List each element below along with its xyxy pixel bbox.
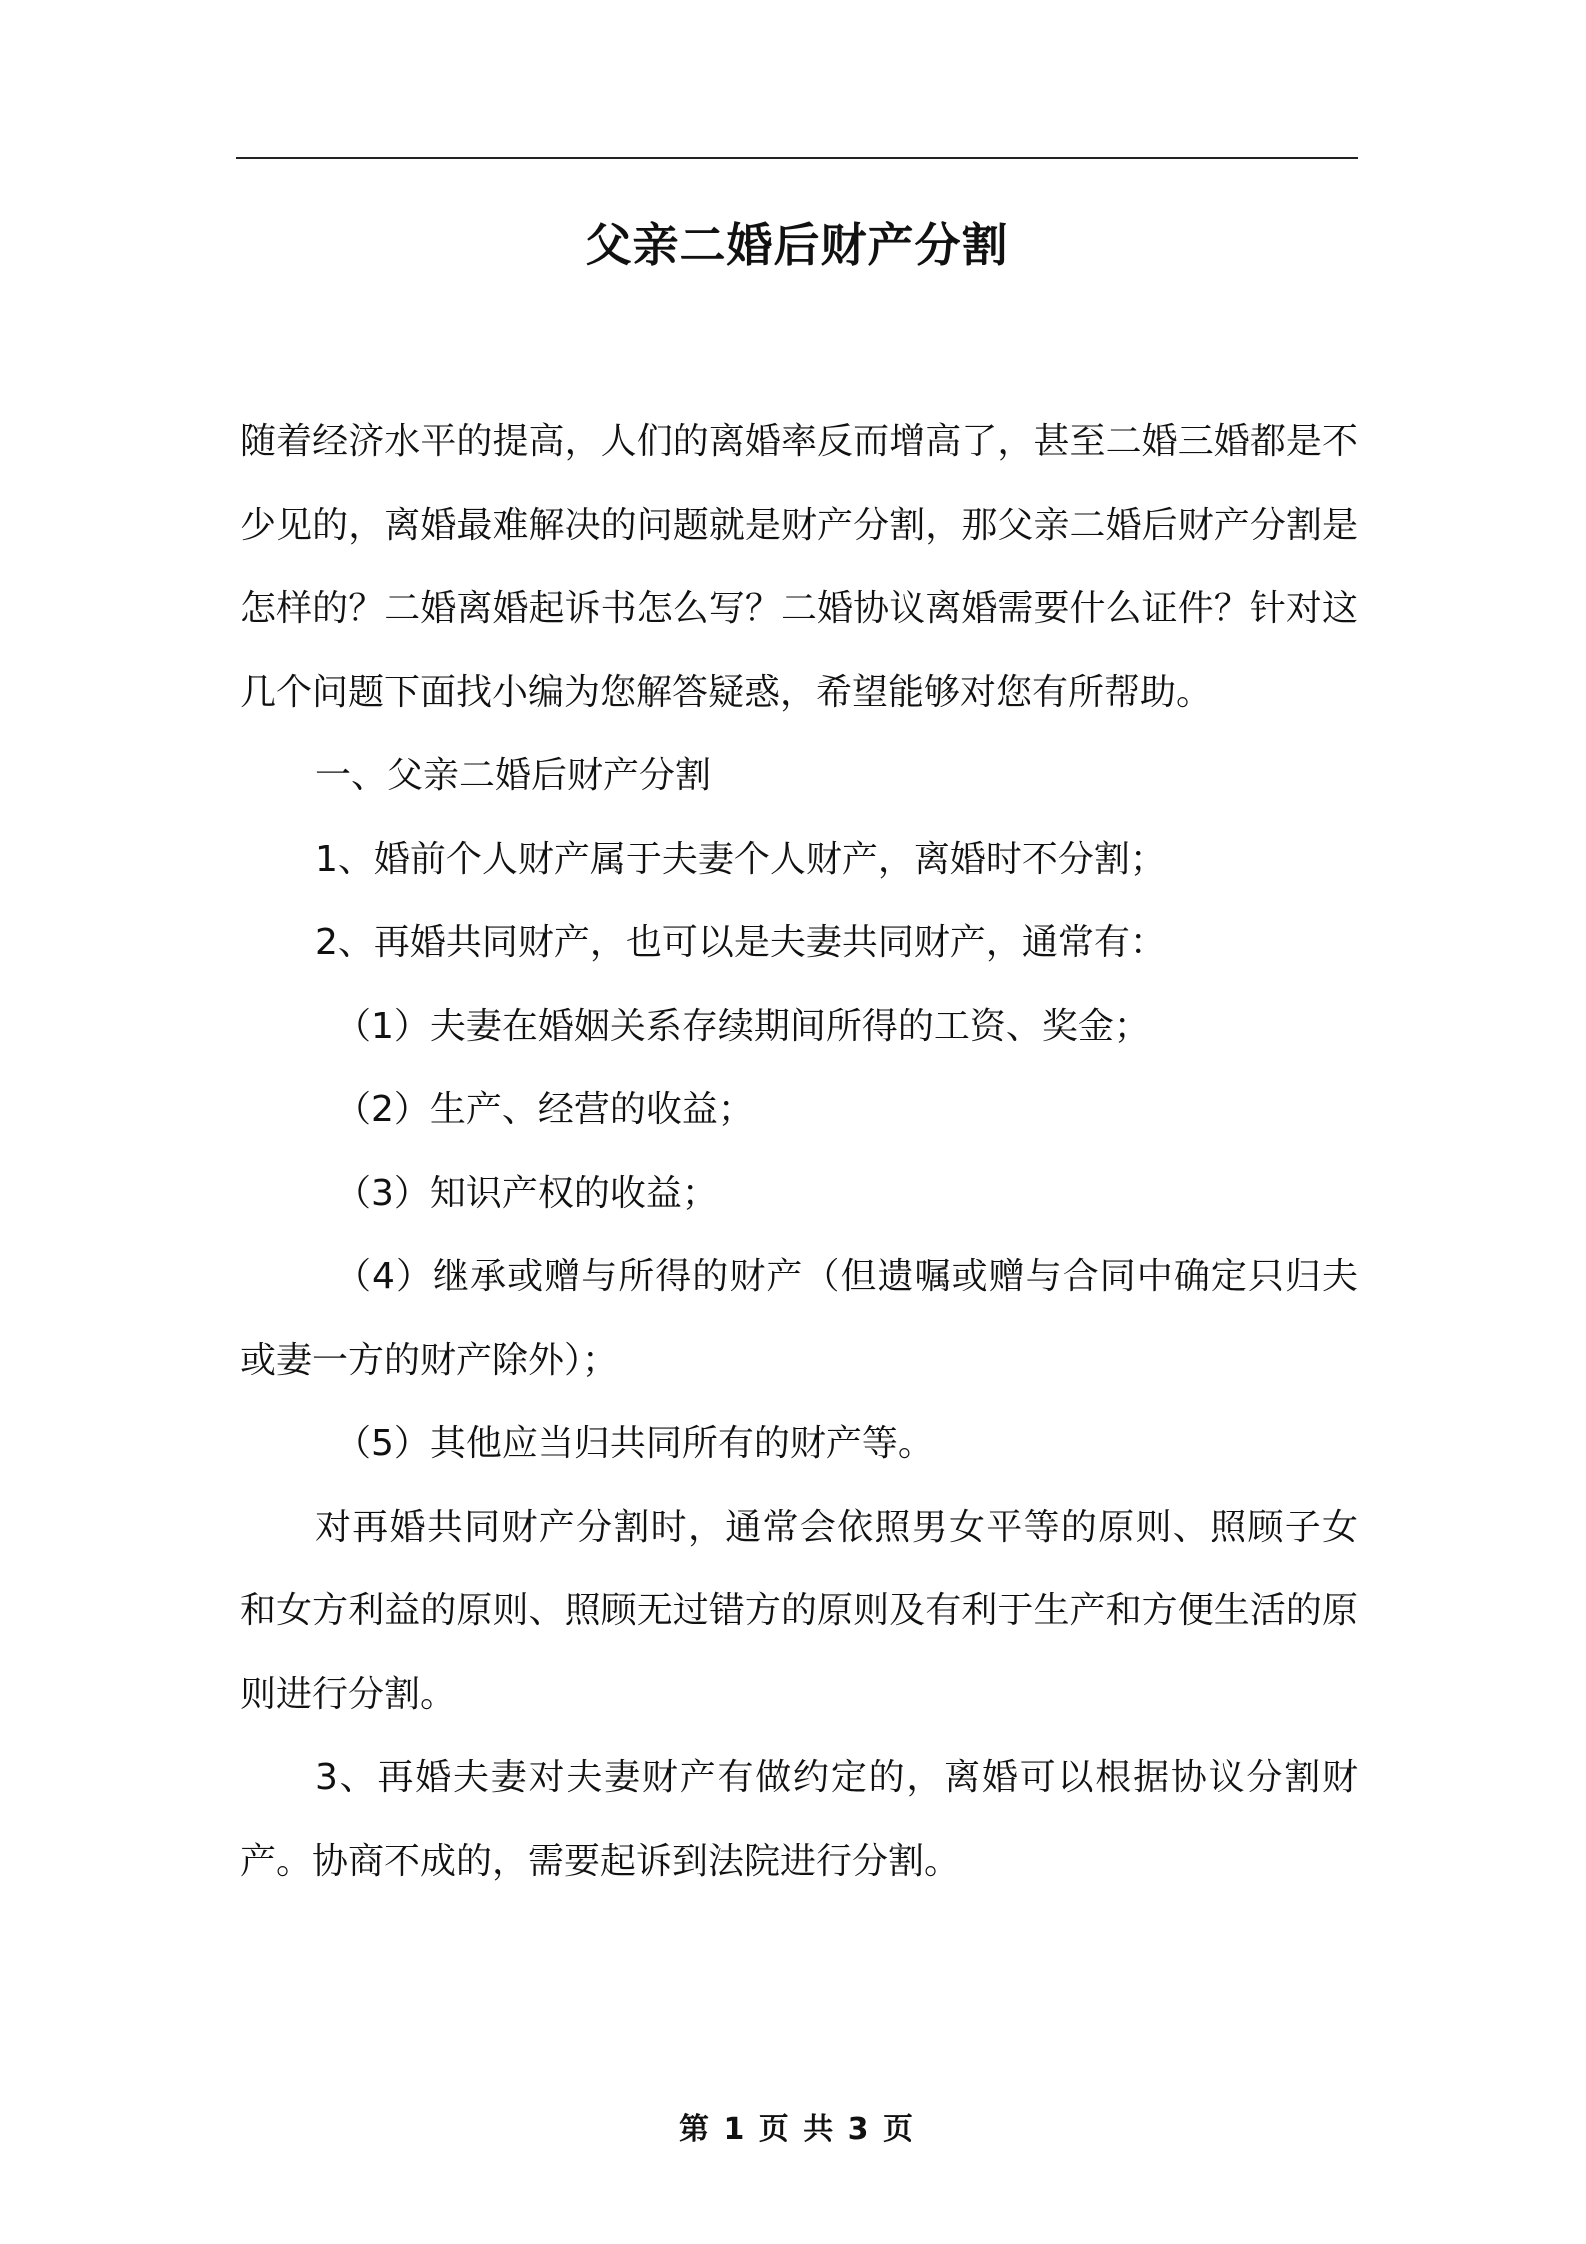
sub-list-item: （4）继承或赠与所得的财产（但遗嘱或赠与合同中确定只归夫或妻一方的财产除外）； (240, 1256, 1358, 1381)
intro-paragraph: 随着经济水平的提高，人们的离婚率反而增高了，甚至二婚三婚都是不少见的，离婚最难解决的问题就是财产分割，那父亲二婚后财产分割是怎样的？二婚离婚起诉书怎么写？二婚协议离婚需要什么证件？针对这几个问题下面找小编为您解答疑惑，希望能够对您有所帮助。 (240, 421, 1358, 713)
sub-list-item: （3）知识产权的收益； (335, 1172, 718, 1214)
page-footer: 第 1 页 共 3 页 (679, 2112, 915, 2147)
header-rule (236, 157, 1358, 159)
list-item: 1、婚前个人财产属于夫妻个人财产，离婚时不分割； (315, 838, 1166, 880)
document-title: 父亲二婚后财产分割 (585, 218, 1009, 272)
list-item: 3、再婚夫妻对夫妻财产有做约定的，离婚可以根据协议分割财产。协商不成的，需要起诉到法院进行分割。 (240, 1757, 1358, 1882)
sub-list-item: （5）其他应当归共同所有的财产等。 (335, 1423, 934, 1464)
section-heading: 一、父亲二婚后财产分割 (315, 755, 712, 796)
sub-list-item: （2）生产、经营的收益； (335, 1089, 754, 1130)
sub-list-item: （1）夫妻在婚姻关系存续期间所得的工资、奖金； (335, 1005, 1150, 1047)
document-body (240, 400, 1358, 1903)
list-item: 2、再婚共同财产，也可以是夫妻共同财产，通常有： (315, 922, 1166, 963)
body-paragraph: 对再婚共同财产分割时，通常会依照男女平等的原则、照顾子女和女方利益的原则、照顾无过错方的原则及有利于生产和方便生活的原则进行分割。 (240, 1506, 1358, 1715)
